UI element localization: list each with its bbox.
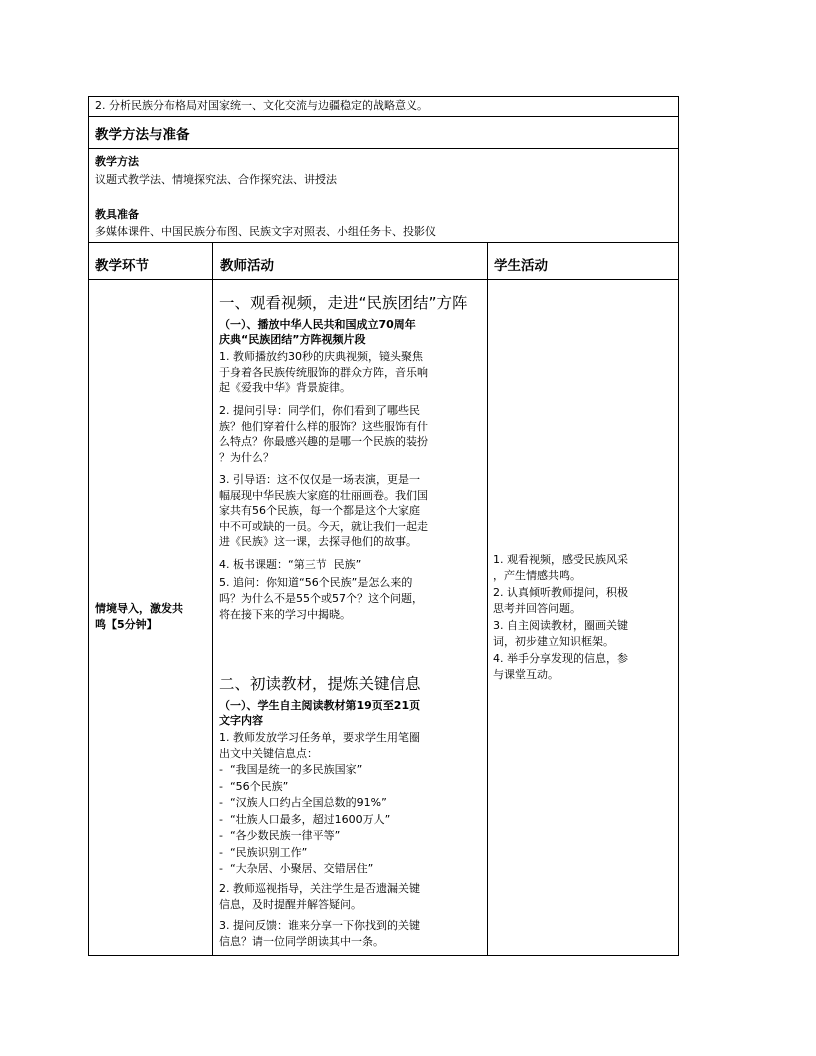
teacher-part1-line: 2. 提问引导：同学们，你们看到了哪些民 xyxy=(219,404,420,417)
teacher-part1-line: ？为什么？ xyxy=(219,450,274,464)
teacher-part2-line: - “56个民族” xyxy=(219,779,289,793)
column-header-student: 学生活动 xyxy=(494,258,548,274)
teacher-part1-line: 5. 追问：你知道“56个民族”是怎么来的 xyxy=(219,576,413,589)
teacher-part1-title: 一、观看视频，走进“民族团结”方阵 xyxy=(219,294,468,312)
teacher-part2-line: 3. 提问反馈：谁来分享一下你找到的关键 xyxy=(219,919,420,932)
lesson-plan-table xyxy=(88,96,679,956)
teacher-part1-subtitle: （一）、播放中华人民共和国成立70周年 xyxy=(219,318,416,331)
teacher-part2-line: - “壮族人口最多，超过1600万人” xyxy=(219,812,391,826)
teacher-part1-line: 4. 板书课题：“第三节 民族” xyxy=(219,558,362,571)
student-activity-line: 4. 举手分享发现的信息，参 xyxy=(493,652,628,665)
methods-text: 议题式教学法、情境探究法、合作探究法、讲授法 xyxy=(95,173,337,186)
teacher-part1-line: 么特点？你最感兴趣的是哪一个民族的装扮 xyxy=(219,435,428,448)
student-activity-line: 思考并回答问题。 xyxy=(493,602,581,615)
objective-line: 2. 分析民族分布格局对国家统一、文化交流与边疆稳定的战略意义。 xyxy=(95,99,428,112)
teacher-part1-line: 3. 引导语：这不仅仅是一场表演，更是一 xyxy=(219,473,420,486)
teacher-part1-line: 族？他们穿着什么样的服饰？这些服饰有什 xyxy=(219,419,428,433)
teacher-part1-line: 将在接下来的学习中揭晓。 xyxy=(219,608,351,621)
teacher-part2-line: 信息？请一位同学朗读其中一条。 xyxy=(219,935,384,948)
student-activity-line: ，产生情感共鸣。 xyxy=(493,569,581,582)
column-header-teacher: 教师活动 xyxy=(220,258,274,274)
tools-text: 多媒体课件、中国民族分布图、民族文字对照表、小组任务卡、投影仪 xyxy=(95,225,436,238)
teacher-part2-subtitle: 文字内容 xyxy=(219,714,263,727)
methods-label: 教学方法 xyxy=(95,155,139,168)
teacher-part2-line: - “民族识别工作” xyxy=(219,845,308,859)
row-divider xyxy=(88,148,679,149)
row-divider xyxy=(88,279,679,280)
teacher-part2-line: - “各少数民族一律平等” xyxy=(219,829,341,842)
student-activity-line: 3. 自主阅读教材，圈画关键 xyxy=(493,619,628,632)
student-activity-line: 词，初步建立知识框架。 xyxy=(493,635,614,648)
teacher-part1-line: 吗？为什么不是55个或57个？这个问题， xyxy=(219,592,423,605)
row-divider xyxy=(88,242,679,243)
teacher-part1-line: 于身着各民族传统服饰的群众方阵，音乐响 xyxy=(219,365,428,379)
student-activity-line: 2. 认真倾听教师提问，积极 xyxy=(493,586,628,599)
teacher-part2-line: - “大杂居、小聚居、交错居住” xyxy=(219,862,374,875)
student-activity-line: 与课堂互动。 xyxy=(493,668,559,681)
teacher-part2-line: 信息，及时提醒并解答疑问。 xyxy=(219,898,362,911)
teacher-part1-line: 起《爱我中华》背景旋律。 xyxy=(219,381,351,394)
column-divider xyxy=(212,242,213,956)
row-divider xyxy=(88,116,679,117)
teacher-part1-line: 进《民族》这一课，去探寻他们的故事。 xyxy=(219,535,417,548)
stage-label-line: 鸣【5分钟】 xyxy=(95,618,158,631)
table-border-bottom xyxy=(88,955,679,956)
teacher-part1-line: 中不可或缺的一员。今天，就让我们一起走 xyxy=(219,519,428,533)
teacher-part2-subtitle: （一）、学生自主阅读教材第19页至21页 xyxy=(219,699,421,712)
teacher-part2-line: 出文中关键信息点： xyxy=(219,747,318,760)
section-title: 教学方法与准备 xyxy=(95,127,190,143)
column-header-stage: 教学环节 xyxy=(95,258,149,274)
stage-label-line: 情境导入，激发共 xyxy=(95,602,183,615)
teacher-part1-subtitle: 庆典“民族团结”方阵视频片段 xyxy=(219,333,366,346)
teacher-part1-line: 家共有56个民族，每一个都是这个大家庭 xyxy=(219,504,420,517)
teacher-part1-line: 1. 教师播放约30秒的庆典视频，镜头聚焦 xyxy=(219,350,423,363)
table-border-left xyxy=(88,96,89,956)
teacher-part2-line: - “我国是统一的多民族国家” xyxy=(219,763,363,776)
tools-label: 教具准备 xyxy=(95,208,139,221)
teacher-part2-line: 1. 教师发放学习任务单，要求学生用笔圈 xyxy=(219,731,420,744)
teacher-part2-title: 二、初读教材，提炼关键信息 xyxy=(219,675,421,693)
teacher-part2-line: 2. 教师巡视指导，关注学生是否遗漏关键 xyxy=(219,882,420,895)
teacher-part1-line: 幅展现中华民族大家庭的壮丽画卷。我们国 xyxy=(219,488,428,502)
column-divider xyxy=(487,242,488,956)
teacher-part2-line: - “汉族人口约占全国总数的91%” xyxy=(219,796,387,809)
table-border-top xyxy=(88,96,679,97)
table-border-right xyxy=(678,96,679,956)
student-activity-line: 1. 观看视频，感受民族风采 xyxy=(493,553,628,566)
